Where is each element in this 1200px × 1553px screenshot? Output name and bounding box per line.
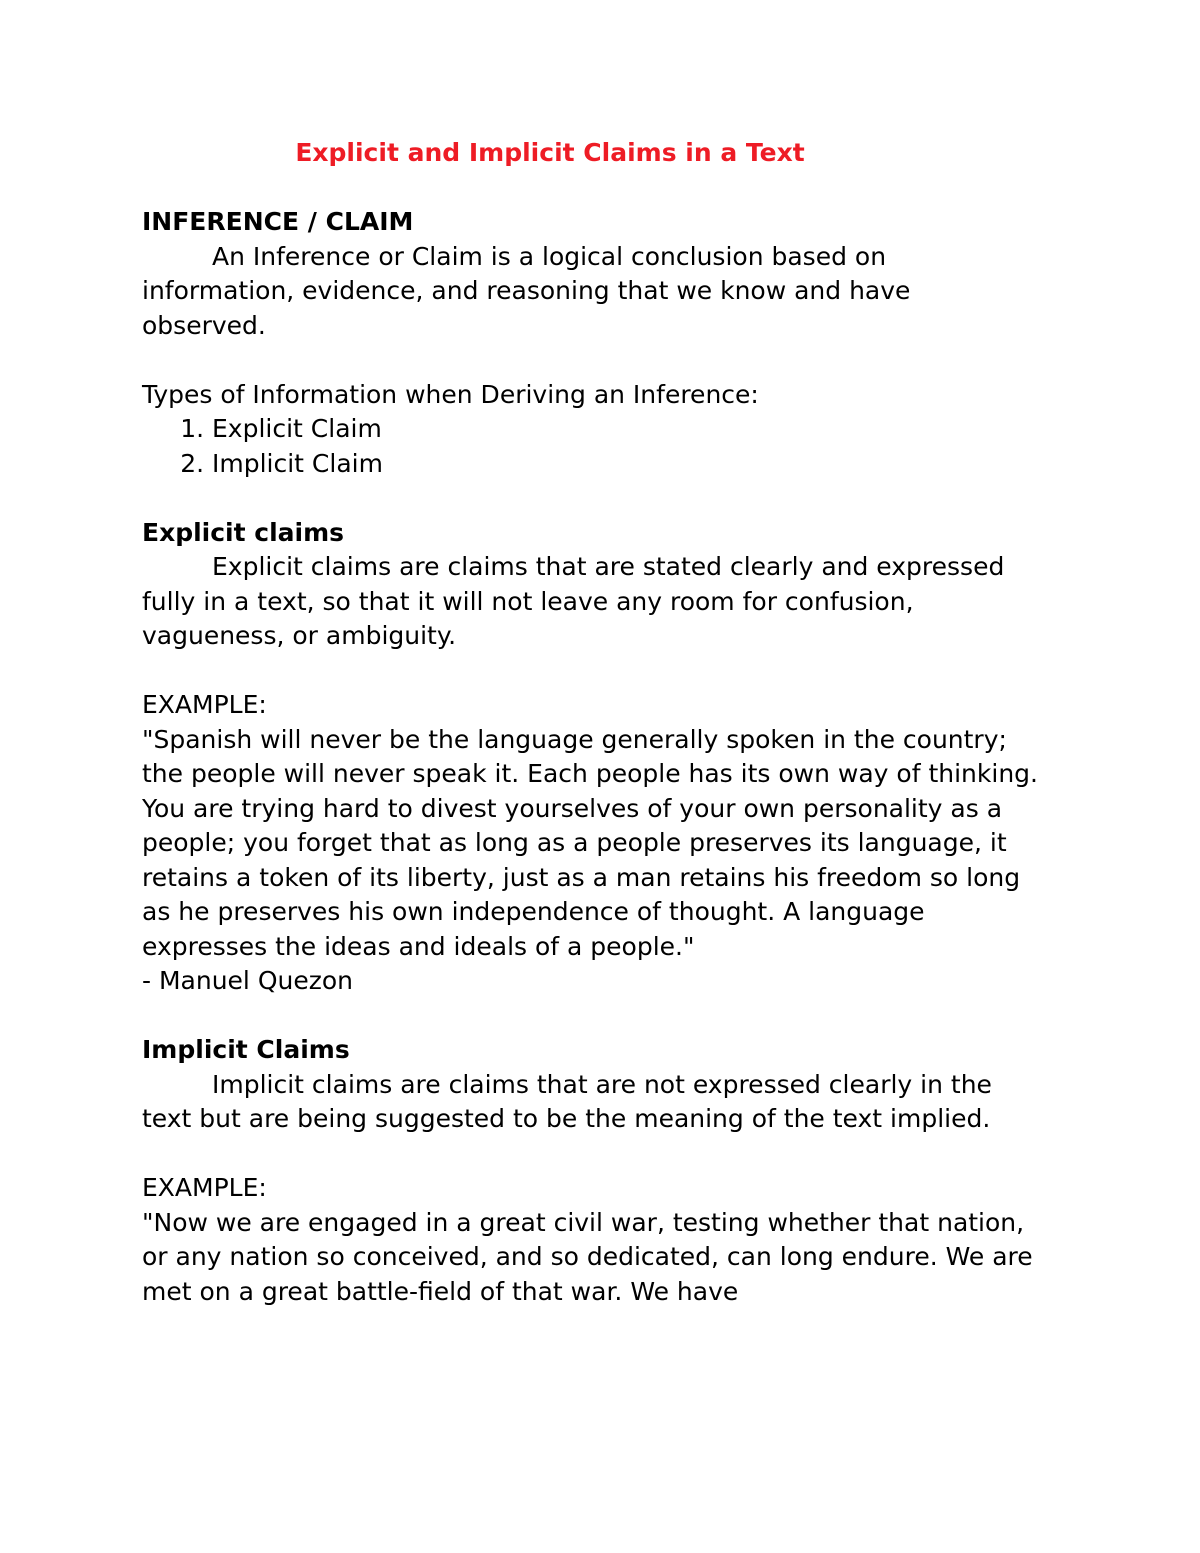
implicit-paragraph: Implicit claims are claims that are not expressed clearly in the text but are being suggested to be the meaning of the text implied. — [142, 1069, 992, 1133]
spacer — [142, 481, 1042, 516]
spacer — [142, 1137, 1042, 1172]
spacer — [142, 171, 1042, 206]
explicit-example-attribution: - Manuel Quezon — [142, 966, 353, 995]
explicit-paragraph: Explicit claims are claims that are stated clearly and expressed fully in a text, so that it will not leave any room for confusion, vagueness, or ambiguity. — [142, 552, 1005, 650]
explicit-example-quote: "Spanish will never be the language generally spoken in the country; the people will never speak it. Each people has its own way of thinking. You are trying hard to divest yourselves of your own personality as a people; you forget that as long as a people preserves its language, it retains a token of its liberty, just as a man retains his freedom so long as he preserves his own independence of thought. A language expresses the ideas and ideals of a people." — [142, 724, 1038, 961]
explicit-example-label: EXAMPLE: — [142, 690, 267, 719]
spacer — [142, 654, 1042, 689]
implicit-example-label: EXAMPLE: — [142, 1173, 267, 1202]
list-item: 1. Explicit Claim — [212, 412, 1042, 447]
list-item: 2. Implicit Claim — [212, 447, 1042, 482]
types-list — [142, 412, 1042, 481]
spacer — [142, 999, 1042, 1034]
spacer — [142, 343, 1042, 378]
document-body — [142, 136, 1042, 1309]
section-heading-implicit: Implicit Claims — [142, 1035, 350, 1064]
types-intro: Types of Information when Deriving an Inference: — [142, 379, 759, 409]
section-heading-explicit: Explicit claims — [142, 517, 345, 547]
implicit-example-quote: "Now we are engaged in a great civil war, testing whether that nation, or any nation so conceived, and so dedicated, can long endure. We are met on a great battle-field of that war. We have — [142, 1207, 1033, 1306]
inference-paragraph: An Inference or Claim is a logical conclusion based on information, evidence, and reasoning that we know and have observed. — [142, 241, 911, 340]
section-heading-inference: INFERENCE / CLAIM — [142, 207, 414, 236]
document-title: Explicit and Implicit Claims in a Text — [295, 138, 805, 167]
